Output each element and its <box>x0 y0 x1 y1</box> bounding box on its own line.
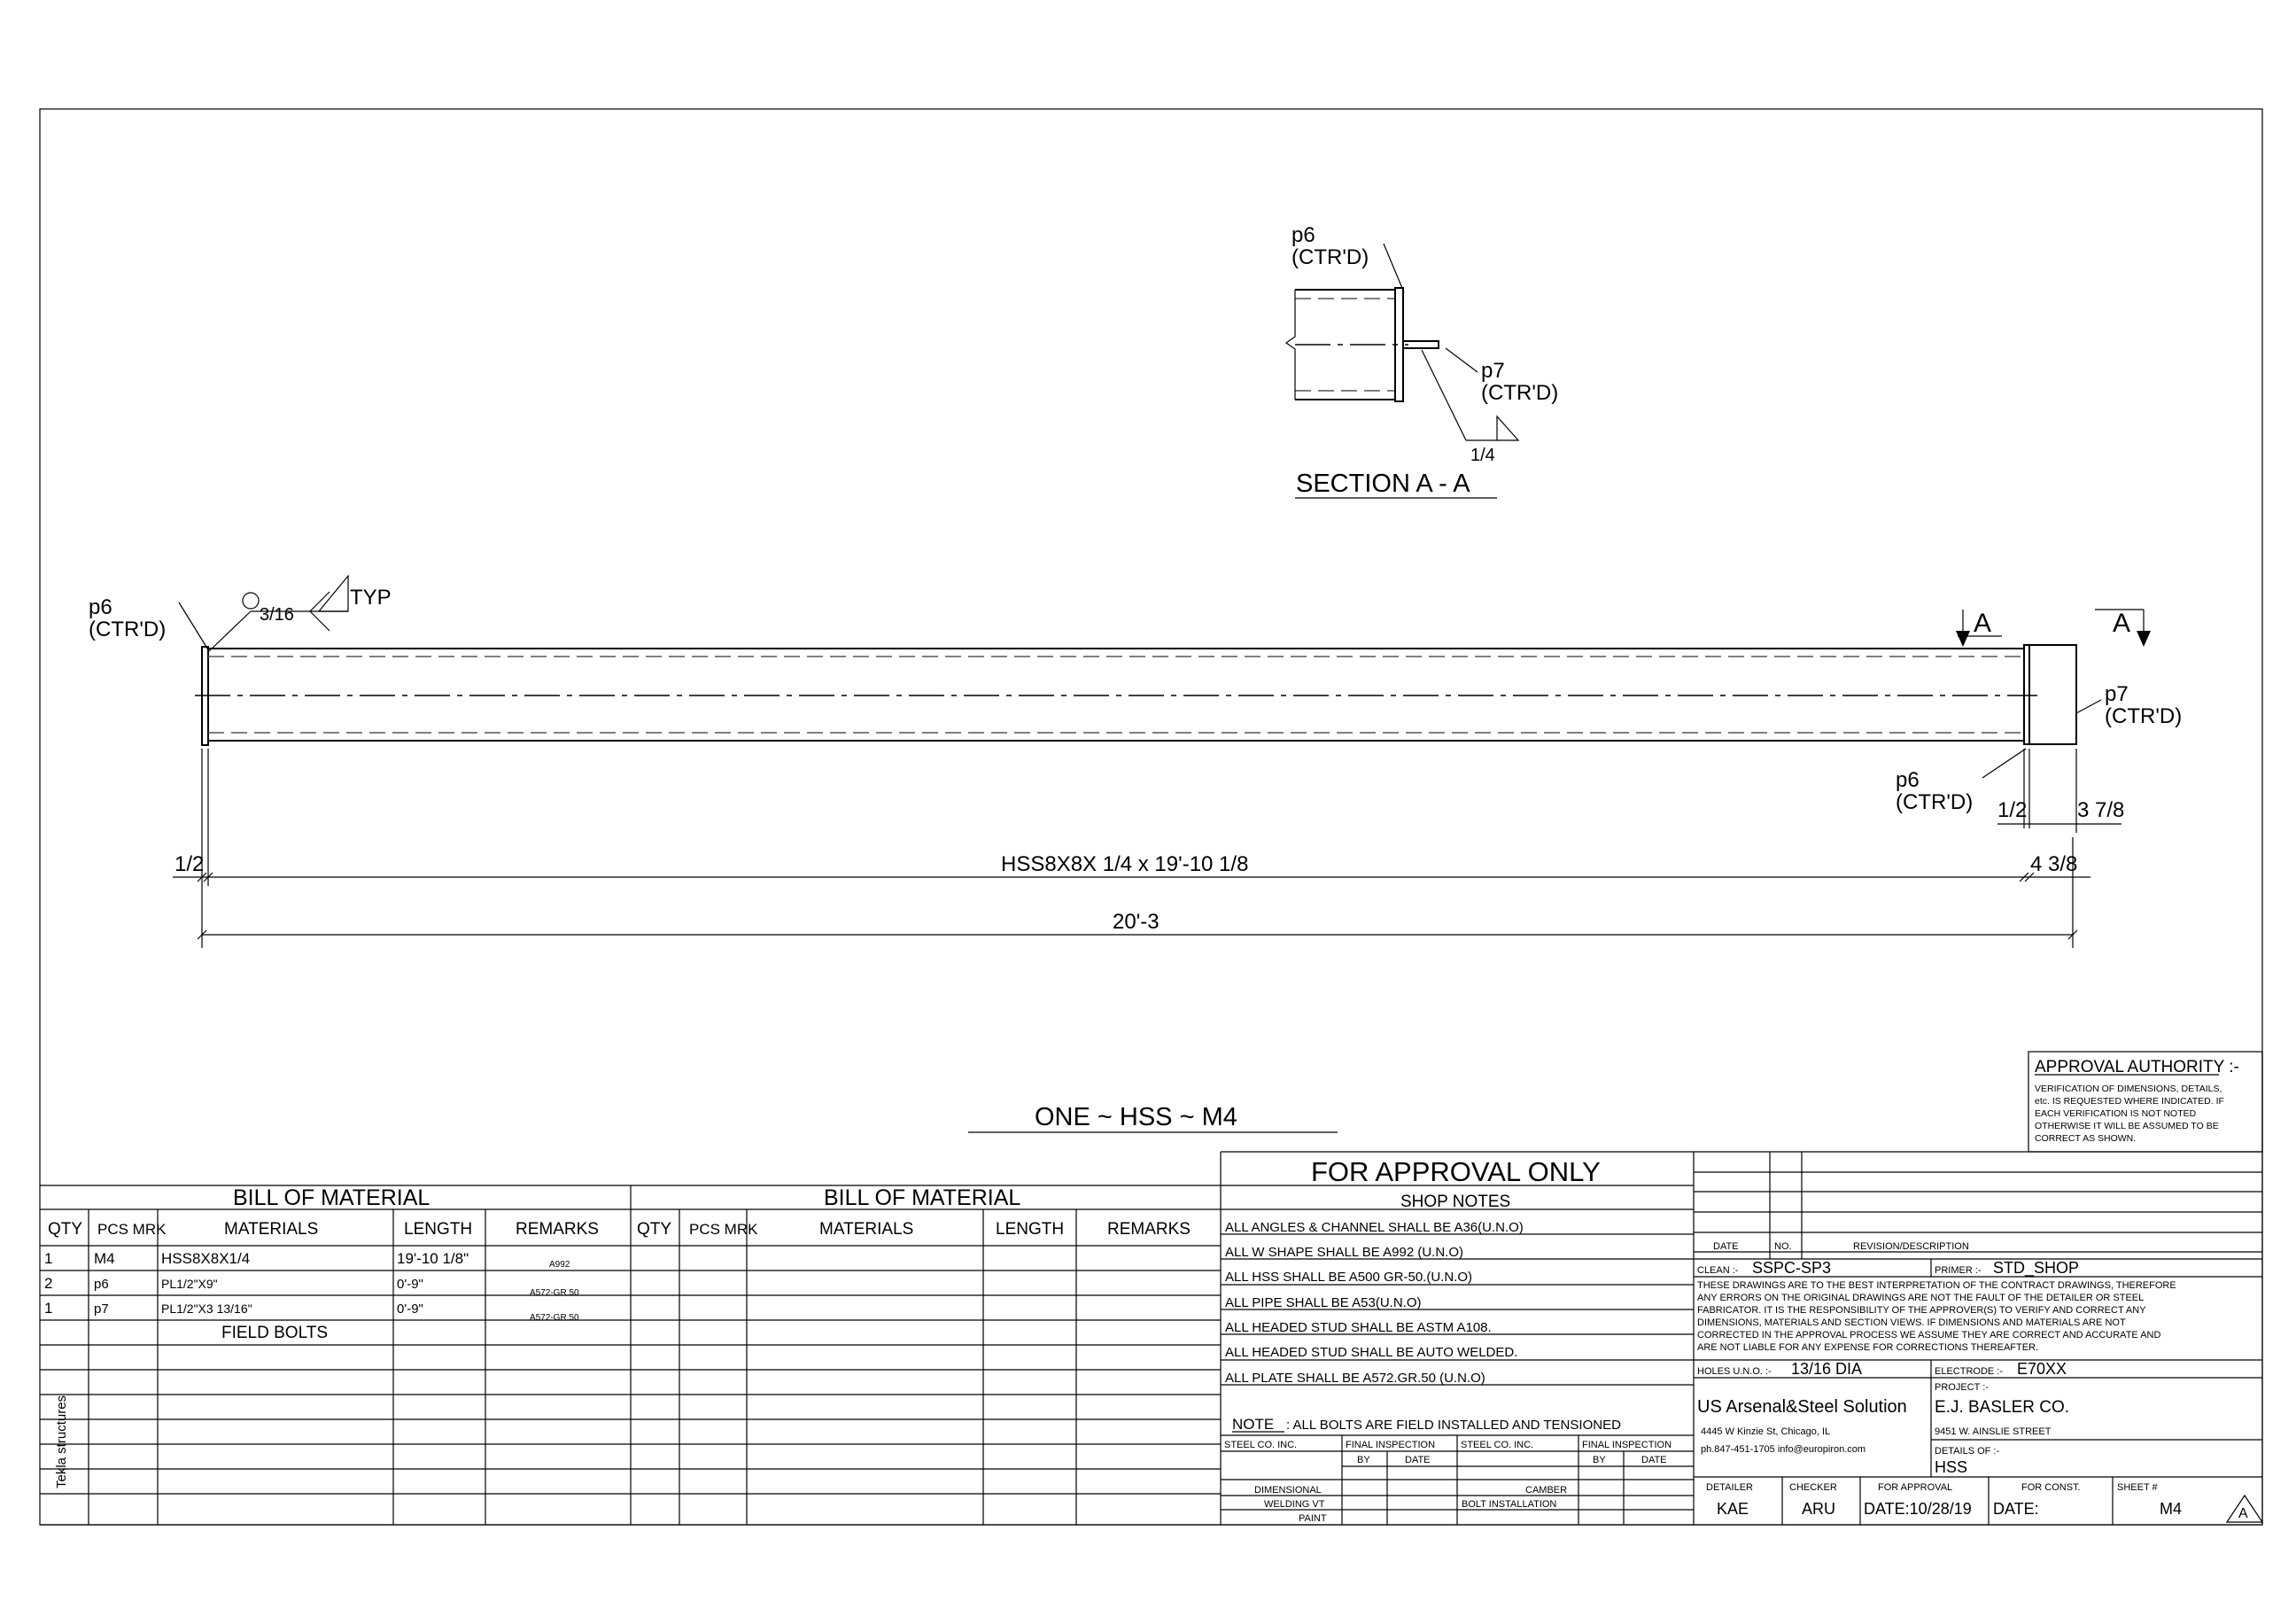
inspection-paint: PAINT <box>1299 1513 1327 1524</box>
tb-project-name: E.J. BASLER CO. <box>1935 1398 2070 1417</box>
shop-note-item: ALL HEADED STUD SHALL BE AUTO WELDED. <box>1225 1345 1518 1360</box>
bom-right-header-qty: QTY <box>637 1220 672 1239</box>
tekla-side-label: Tekla structures <box>54 1395 69 1488</box>
section-p7-ctrd: (CTR'D) <box>1481 381 1559 405</box>
section-weld-size: 1/4 <box>1470 446 1495 465</box>
bom-left-header-qty: QTY <box>48 1220 83 1239</box>
section-weld-leader <box>1422 350 1466 440</box>
section-fillet-weld-symbol <box>1497 416 1518 440</box>
inspection-date-left: DATE <box>1405 1455 1431 1465</box>
left-weld-leader <box>209 611 251 651</box>
right-p6-ctrd: (CTR'D) <box>1896 790 1974 814</box>
shop-note-item: ALL HSS SHALL BE A500 GR-50.(U.N.O) <box>1225 1270 1473 1285</box>
bom-left-table <box>40 1152 1221 1525</box>
section-p6-label: p6 <box>1292 223 1315 247</box>
bom-cell-length: 19'-10 1/8" <box>397 1250 469 1267</box>
tb-details-value: HSS <box>1935 1458 1968 1476</box>
tb-details-label: DETAILS OF :- <box>1935 1446 2000 1457</box>
right-p6-leader <box>1982 749 2026 778</box>
bom-cell-length: 0'-9" <box>397 1302 423 1317</box>
tb-company-name: US Arsenal&Steel Solution <box>1697 1397 1907 1417</box>
inspection-steel-co-left: STEEL CO. INC. <box>1224 1440 1298 1450</box>
bom-cell-mark: M4 <box>94 1250 115 1267</box>
left-p6-leader <box>179 602 209 651</box>
tb-project-address: 9451 W. AINSLIE STREET <box>1935 1426 2052 1437</box>
tb-holes-label: HOLES U.N.O. :- <box>1697 1366 1772 1377</box>
shop-note-item: ALL PIPE SHALL BE A53(U.N.O) <box>1225 1295 1422 1310</box>
bom-cell-mark: p7 <box>94 1302 109 1317</box>
tb-sheet-label: SHEET # <box>2117 1482 2158 1493</box>
section-p6-leader <box>1384 244 1404 292</box>
section-a-a-view <box>1286 223 1558 498</box>
bom-field-bolts: FIELD BOLTS <box>221 1324 329 1342</box>
weld-all-around-circle <box>243 593 259 609</box>
tb-disclaimer-line: THESE DRAWINGS ARE TO THE BEST INTERPRETATION OF THE CONTRACT DRAWINGS, THEREFORE <box>1697 1280 2176 1291</box>
section-arrow-right <box>2137 631 2151 647</box>
right-p6-label: p6 <box>1896 768 1920 792</box>
tb-disclaimer-line: FABRICATOR. IT IS THE RESPONSIBILITY OF THE APPROVER(S) TO VERIFY AND CORRECT ANY <box>1697 1305 2146 1316</box>
section-arrow-left <box>1956 631 1970 647</box>
bom-cell-remarks: A572-GR.50 <box>530 1288 579 1298</box>
bom-left-title: BILL OF MATERIAL <box>233 1185 430 1210</box>
tb-sheet-value: M4 <box>2160 1500 2183 1518</box>
for-approval-header: FOR APPROVAL ONLY <box>1311 1156 1601 1187</box>
tb-primer-label: PRIMER :- <box>1935 1265 1982 1276</box>
tb-rev-no: NO. <box>1774 1241 1792 1252</box>
section-p7-leader <box>1446 348 1478 372</box>
approval-authority-line-3: EACH VERIFICATION IS NOT NOTED <box>2035 1108 2197 1119</box>
tb-electrode-label: ELECTRODE :- <box>1935 1366 2004 1377</box>
inspection-by-right: BY <box>1593 1455 1606 1465</box>
bom-right-header-length: LENGTH <box>996 1220 1065 1239</box>
dim-half-right: 1/2 <box>1997 798 2028 822</box>
tb-for-const-label: FOR CONST. <box>2021 1482 2081 1493</box>
bom-right-header-materials: MATERIALS <box>819 1220 914 1239</box>
inspection-grid <box>1221 1435 1694 1525</box>
tb-rev-desc: REVISION/DESCRIPTION <box>1853 1241 1969 1252</box>
tb-disclaimer-line: ARE NOT LIABLE FOR ANY EXPENSE FOR CORRECTIONS THEREAFTER. <box>1697 1342 2039 1353</box>
dim-four-three-eighths: 4 3/8 <box>2030 852 2078 876</box>
approval-authority-line-1: VERIFICATION OF DIMENSIONS, DETAILS, <box>2035 1084 2222 1094</box>
member-elevation <box>89 576 2182 948</box>
overall-dimension: 20'-3 <box>1113 910 1160 934</box>
tb-disclaimer-line: DIMENSIONS, MATERIALS AND SECTION VIEWS. IF DIMENSIONS AND MATERIALS ARE NOT <box>1697 1317 2126 1328</box>
inspection-steel-co-right: STEEL CO. INC. <box>1461 1440 1534 1450</box>
tb-for-approval-label: FOR APPROVAL <box>1878 1482 1953 1493</box>
section-p7-label: p7 <box>1481 359 1505 383</box>
tb-for-const-date: DATE: <box>1993 1500 2039 1518</box>
left-weld-note: TYP <box>350 586 392 610</box>
tb-for-approval-date: DATE:10/28/19 <box>1864 1500 1972 1518</box>
right-p7-ctrd: (CTR'D) <box>2105 704 2183 728</box>
bom-cell-remarks: A572-GR.50 <box>530 1313 579 1323</box>
shop-note-text: : ALL BOLTS ARE FIELD INSTALLED AND TENSIONED <box>1286 1418 1621 1433</box>
bom-cell-material: PL1/2"X9" <box>161 1277 218 1291</box>
right-p7-leader <box>2076 700 2101 713</box>
tb-revision-mark: A <box>2238 1506 2248 1521</box>
section-mark-left: A <box>1974 609 1992 638</box>
bom-right-header-remarks: REMARKS <box>1107 1220 1191 1239</box>
tb-detailer-value: KAE <box>1717 1500 1749 1518</box>
tb-checker-value: ARU <box>1802 1500 1836 1518</box>
bom-cell-material: HSS8X8X1/4 <box>161 1250 251 1267</box>
tb-clean-label: CLEAN :- <box>1697 1265 1739 1276</box>
approval-authority-line-5: CORRECT AS SHOWN. <box>2035 1133 2137 1144</box>
section-p6-ctrd: (CTR'D) <box>1292 245 1369 269</box>
bom-cell-qty: 1 <box>44 1300 53 1317</box>
tb-company-contact: ph.847-451-1705 info@europiron.com <box>1701 1444 1866 1455</box>
approval-authority-box <box>2028 1052 2262 1152</box>
right-p7-label: p7 <box>2105 682 2129 706</box>
dim-three-seven-eighths: 3 7/8 <box>2077 798 2125 822</box>
tb-disclaimer-line: CORRECTED IN THE APPROVAL PROCESS WE ASSUME THEY ARE CORRECT AND ACCURATE AND <box>1697 1330 2161 1340</box>
bom-cell-length: 0'-9" <box>397 1277 423 1292</box>
member-dimension: HSS8X8X 1/4 x 19'-10 1/8 <box>1001 852 1249 876</box>
bom-cell-qty: 1 <box>44 1250 53 1267</box>
inspection-welding-vt: WELDING VT <box>1264 1499 1325 1510</box>
bom-cell-material: PL1/2"X3 13/16" <box>161 1302 252 1316</box>
right-cap-plate-p7 <box>2029 645 2076 744</box>
left-p6-label: p6 <box>89 595 112 619</box>
shop-note-item: ALL HEADED STUD SHALL BE ASTM A108. <box>1225 1320 1492 1335</box>
tb-checker-label: CHECKER <box>1789 1482 1837 1493</box>
section-title: SECTION A - A <box>1296 470 1470 498</box>
bom-right-title: BILL OF MATERIAL <box>824 1185 1021 1210</box>
tb-disclaimer-line: ANY ERRORS ON THE ORIGINAL DRAWINGS ARE NOT THE FAULT OF THE DETAILER OR STEEL <box>1697 1293 2145 1303</box>
shop-note-item: ALL W SHAPE SHALL BE A992 (U.N.O) <box>1225 1245 1463 1260</box>
bom-cell-remarks: A992 <box>549 1260 570 1270</box>
bom-left-header-remarks: REMARKS <box>516 1220 599 1239</box>
bom-cell-qty: 2 <box>44 1275 53 1292</box>
tb-company-address: 4445 W Kinzie St, Chicago, IL <box>1701 1426 1831 1437</box>
inspection-bolt-installation: BOLT INSTALLATION <box>1462 1499 1557 1510</box>
bom-left-header-length: LENGTH <box>404 1220 473 1239</box>
tb-detailer-label: DETAILER <box>1706 1482 1753 1493</box>
approval-authority-title: APPROVAL AUTHORITY :- <box>2035 1058 2239 1076</box>
bom-left-header-materials: MATERIALS <box>224 1220 319 1239</box>
left-weld-size: 3/16 <box>260 605 294 625</box>
tb-primer-value: STD_SHOP <box>1993 1259 2080 1277</box>
tb-rev-date: DATE <box>1713 1241 1739 1252</box>
inspection-dimensional: DIMENSIONAL <box>1254 1485 1322 1496</box>
bom-cell-mark: p6 <box>94 1277 109 1292</box>
bom-right-header-pcs-mrk: PCS MRK <box>689 1221 758 1238</box>
inspection-final-left: FINAL INSPECTION <box>1346 1440 1436 1450</box>
section-mark-right: A <box>2113 609 2131 638</box>
left-p6-ctrd: (CTR'D) <box>89 618 167 641</box>
tb-holes-value: 13/16 DIA <box>1791 1360 1863 1378</box>
shop-note-item: ALL PLATE SHALL BE A572.GR.50 (U.N.O) <box>1225 1371 1485 1386</box>
tb-clean-value: SSPC-SP3 <box>1752 1259 1832 1277</box>
bom-left-header-pcs-mrk: PCS MRK <box>97 1221 167 1238</box>
section-break-line <box>1286 290 1295 400</box>
assembly-title: ONE ~ HSS ~ M4 <box>1035 1103 1237 1131</box>
tb-project-label: PROJECT :- <box>1935 1382 1989 1393</box>
shop-note-label: NOTE <box>1232 1416 1275 1433</box>
inspection-camber: CAMBER <box>1525 1485 1568 1496</box>
left-fillet-weld-symbol <box>319 576 348 611</box>
shop-notes-title: SHOP NOTES <box>1400 1193 1511 1211</box>
inspection-by-left: BY <box>1357 1455 1370 1465</box>
tb-electrode-value: E70XX <box>2017 1360 2067 1378</box>
approval-authority-line-2: etc. IS REQUESTED WHERE INDICATED. IF <box>2035 1096 2224 1107</box>
approval-authority-line-4: OTHERWISE IT WILL BE ASSUMED TO BE <box>2035 1121 2219 1131</box>
shop-note-item: ALL ANGLES & CHANNEL SHALL BE A36(U.N.O) <box>1225 1220 1524 1235</box>
inspection-date-right: DATE <box>1641 1455 1667 1465</box>
dim-half-left: 1/2 <box>175 852 205 876</box>
inspection-final-right: FINAL INSPECTION <box>1582 1440 1672 1450</box>
